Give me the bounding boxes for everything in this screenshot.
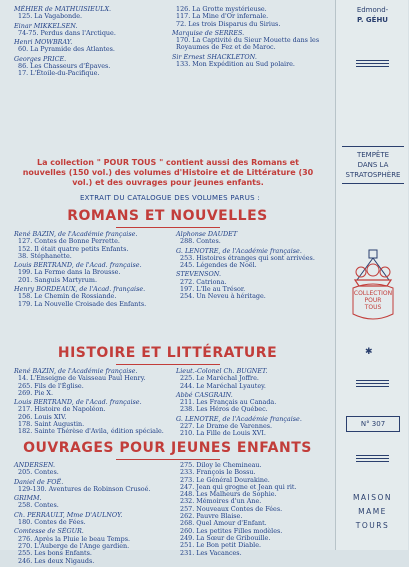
spine-ornament-middle: [356, 380, 389, 389]
top-right-list: [172, 6, 322, 70]
catalogue-title: 38. Stéphanette.: [18, 251, 72, 260]
catalogue-author: Henry BORDEAUX, de l'Acad. française.: [14, 285, 146, 294]
catalogue-title: 238. Les Héros de Québec.: [180, 405, 268, 414]
catalogue-author: Georges PRICE.: [14, 54, 67, 63]
spine-title-line: TEMPÊTE: [356, 151, 390, 159]
publisher-line: TOURS: [355, 521, 390, 530]
spine-author-line2: P. GÉHU: [356, 16, 388, 24]
histoire-rule: [116, 364, 220, 365]
catalogue-title: 197. L'Ile au Trésor.: [180, 285, 246, 294]
spacer: [14, 308, 169, 310]
catalogue-title: 249. La Sœur de Gribouille.: [180, 533, 271, 542]
catalogue-author: G. LENOTRE, de l'Académie française.: [176, 414, 302, 423]
catalogue-title: 233. François le Bossu.: [180, 468, 256, 477]
catalogue-author: Louis BERTRAND, de l'Acad. française.: [14, 261, 142, 270]
catalogue-author: Marquise de SERRES.: [172, 28, 245, 37]
catalogue-title: 231. Les Vacances.: [180, 548, 242, 557]
catalogue-title: 276. Après la Pluie le beau Temps.: [18, 534, 131, 543]
catalogue-author: Lieut.-Colonel Ch. BUGNET.: [176, 367, 268, 375]
spine-ornament-top: [356, 60, 389, 69]
catalogue-author: Comtesse de SÉGUR.: [14, 527, 84, 536]
catalogue-title: 178. Saint Augustin.: [18, 420, 85, 429]
catalogue-title: 217. Histoire de Napoléon.: [18, 405, 106, 414]
catalogue-title: 117. La Mine d'Or infernale.: [176, 12, 269, 21]
catalogue-title: 126. La Grotte mystérieuse.: [176, 5, 267, 13]
catalogue-title: 206. Louis XIV.: [18, 412, 67, 421]
ouvrages-left-list: [14, 462, 169, 567]
catalogue-title: 211. Les Français au Canada.: [180, 398, 277, 407]
catalogue-author: Ch. PERRAULT, Mme D'AULNOY.: [14, 510, 123, 519]
histoire-left-list: [14, 368, 169, 438]
catalogue-title: 269. Pie X.: [18, 388, 53, 397]
catalogue-title: 199. La Ferme dans la Brousse.: [18, 268, 121, 277]
romans-title: ROMANS ET NOUVELLES: [67, 208, 268, 224]
romans-right-list: [176, 231, 324, 303]
catalogue-title: 244. Le Maréchal Lyautey.: [180, 381, 266, 390]
catalogue-title: 225. Le Maréchal Joffre.: [180, 374, 259, 383]
spine-ornament-bottom: [356, 455, 389, 464]
catalogue-title: 72. Les trois Disparus du Sirius.: [176, 19, 281, 28]
catalogue-author: René BAZIN, de l'Académie française.: [14, 367, 138, 375]
spacer: [176, 301, 324, 303]
badge-line: POUR: [364, 297, 382, 304]
catalogue-title: 265. Fils de l'Église.: [18, 381, 84, 390]
spine-title-line: DANS LA: [357, 161, 389, 169]
catalogue-title: 247. Jean qui grogne et Jean qui rit.: [180, 482, 297, 491]
spine-title: [342, 146, 404, 184]
spacer: [172, 68, 322, 70]
spacer: [14, 436, 169, 438]
catalogue-title: 258. Contes.: [18, 501, 59, 510]
catalogue-author: René BAZIN, de l'Académie française.: [14, 230, 138, 238]
catalogue-author: Henri MOWBRAY.: [14, 38, 73, 47]
spacer: [176, 557, 324, 559]
catalogue-title: 170. La Captivité du Sieur Mouette dans les Royaumes de Fez et de Maroc.: [176, 36, 320, 52]
star-icon: ✱: [365, 347, 373, 357]
catalogue-title: 246. Les deux Nigauds.: [18, 556, 95, 565]
catalogue-title: 248. Les Malheurs de Sophie.: [180, 490, 277, 499]
catalogue-author: G. LENOTRE, de l'Académie française.: [176, 246, 302, 255]
catalogue-title: 262. Pauvre Blaise.: [180, 512, 243, 521]
ouvrages-title: OUVRAGES POUR JEUNES ENFANTS: [23, 440, 312, 456]
catalogue-title: 257. Nouveaux Contes de Fées.: [180, 504, 283, 513]
histoire-right-list: [176, 368, 324, 440]
catalogue-title: 133. Mon Expédition au Sud polaire.: [176, 60, 295, 69]
spacer: [14, 78, 164, 80]
catalogue-title: 275. Diloy le Chemineau.: [180, 461, 262, 469]
catalogue-title: 288. Contes.: [180, 237, 221, 246]
catalogue-author: ANDERSEN.: [14, 461, 56, 469]
catalogue-author: GRIMM.: [14, 494, 42, 503]
catalogue-title: 129-130. Aventures de Robinson Crusoé.: [18, 484, 151, 493]
catalogue-author: Daniel de FOË.: [14, 477, 64, 486]
ouvrages-right-list: [176, 462, 324, 559]
catalogue-title: 60. La Pyramide des Atlantes.: [18, 45, 115, 54]
badge-line: TOUS: [364, 304, 382, 311]
catalogue-title: 152. Il était quatre petits Enfants.: [18, 244, 129, 253]
publisher: [336, 491, 409, 533]
publisher-line: MAISON: [352, 493, 393, 502]
catalogue-title: 182. Sainte Thérèse d'Avila, édition spéciale.: [18, 427, 164, 436]
catalogue-author: MÉHIER de MATHUISIEULX.: [14, 5, 112, 13]
top-left-list: [14, 6, 164, 80]
romans-left-list: [14, 231, 169, 310]
catalogue-author: Alphonse DAUDET: [176, 230, 238, 238]
catalogue-title: 245. Légendes de Noël.: [180, 261, 257, 270]
collection-badge-text: [347, 290, 399, 311]
catalogue-title: 74-75. Perdus dans l'Arctique.: [18, 28, 116, 37]
catalogue-title: 158. Le Chemin de Rossiande.: [18, 292, 117, 301]
book-spine: [335, 0, 408, 550]
catalogue-title: 273. Le Général Dourakine.: [180, 475, 270, 484]
volume-number: N° 307: [346, 416, 400, 432]
catalogue-author: Abbé CASGRAIN.: [176, 390, 233, 399]
catalogue-author: Sir Ernest SHACKLETON.: [172, 52, 257, 61]
catalogue-title: 255. Les bons Enfants.: [18, 549, 92, 558]
catalogue-title: 205. Contes.: [18, 468, 59, 477]
catalogue-title: 251. Le Bon petit Diable.: [180, 541, 262, 550]
publisher-line: MAME: [358, 507, 387, 516]
catalogue-title: 180. Contes de Fées.: [18, 518, 86, 527]
collection-text: La collection " POUR TOUS " contient aussi des Romans et nouvelles (150 vol.) des volumes d'Histoire et de Littérature (30 vol.) et des ouvrages pour jeunes enfants.: [22, 158, 314, 187]
ouvrages-rule: [116, 459, 220, 460]
histoire-title: HISTOIRE ET LITTÉRATURE: [57, 345, 278, 361]
catalogue-author: Einar MIKKELSEN.: [14, 21, 78, 30]
catalogue-title: 253. Histoires étranges qui sont arrivées.: [180, 253, 315, 262]
catalogue-title: 210. La Fille de Louis XVI.: [180, 429, 266, 438]
catalogue-title: 254. Un Neveu à héritage.: [180, 292, 266, 301]
catalogue-title: 270. L'Auberge de l'Ange gardien.: [18, 541, 130, 550]
romans-rule: [116, 227, 220, 228]
catalogue-title: 260. Les petites Filles modèles.: [180, 526, 283, 535]
catalogue-title: 86. Les Chasseurs d'Épaves.: [18, 62, 111, 71]
extrait-heading: EXTRAIT DU CATALOGUE DES VOLUMES PARUS :: [79, 194, 261, 202]
catalogue-title: 125. La Vagabonde.: [18, 12, 83, 21]
spine-title-line: STRATOSPHÈRE: [345, 171, 401, 179]
catalogue-title: 272. Catriona.: [180, 277, 227, 286]
catalogue-title: 268. Quel Amour d'Enfant.: [180, 519, 267, 528]
catalogue-title: 227. Le Drame de Varennes.: [180, 422, 273, 431]
catalogue-author: Louis BERTRAND, de l'Acad. française.: [14, 398, 142, 407]
catalogue-author: STEVENSON.: [176, 270, 222, 279]
catalogue-title: 14. L'Enseigne de Vaisseau Paul Henry.: [18, 374, 146, 383]
badge-line: COLLECTION: [353, 290, 393, 297]
catalogue-title: 179. La Nouvelle Croisade des Enfants.: [18, 299, 147, 308]
catalogue-title: 17. L'Étoile-du-Pacifique.: [18, 69, 100, 78]
catalogue-title: 127. Contes de Bonne Perrette.: [18, 237, 120, 246]
catalogue-title: 232. Mémoires d'un Ane.: [180, 497, 262, 506]
catalogue-title: 201. Sanguis Martyrum.: [18, 275, 97, 284]
spine-author-line1: Edmond-: [356, 6, 389, 14]
